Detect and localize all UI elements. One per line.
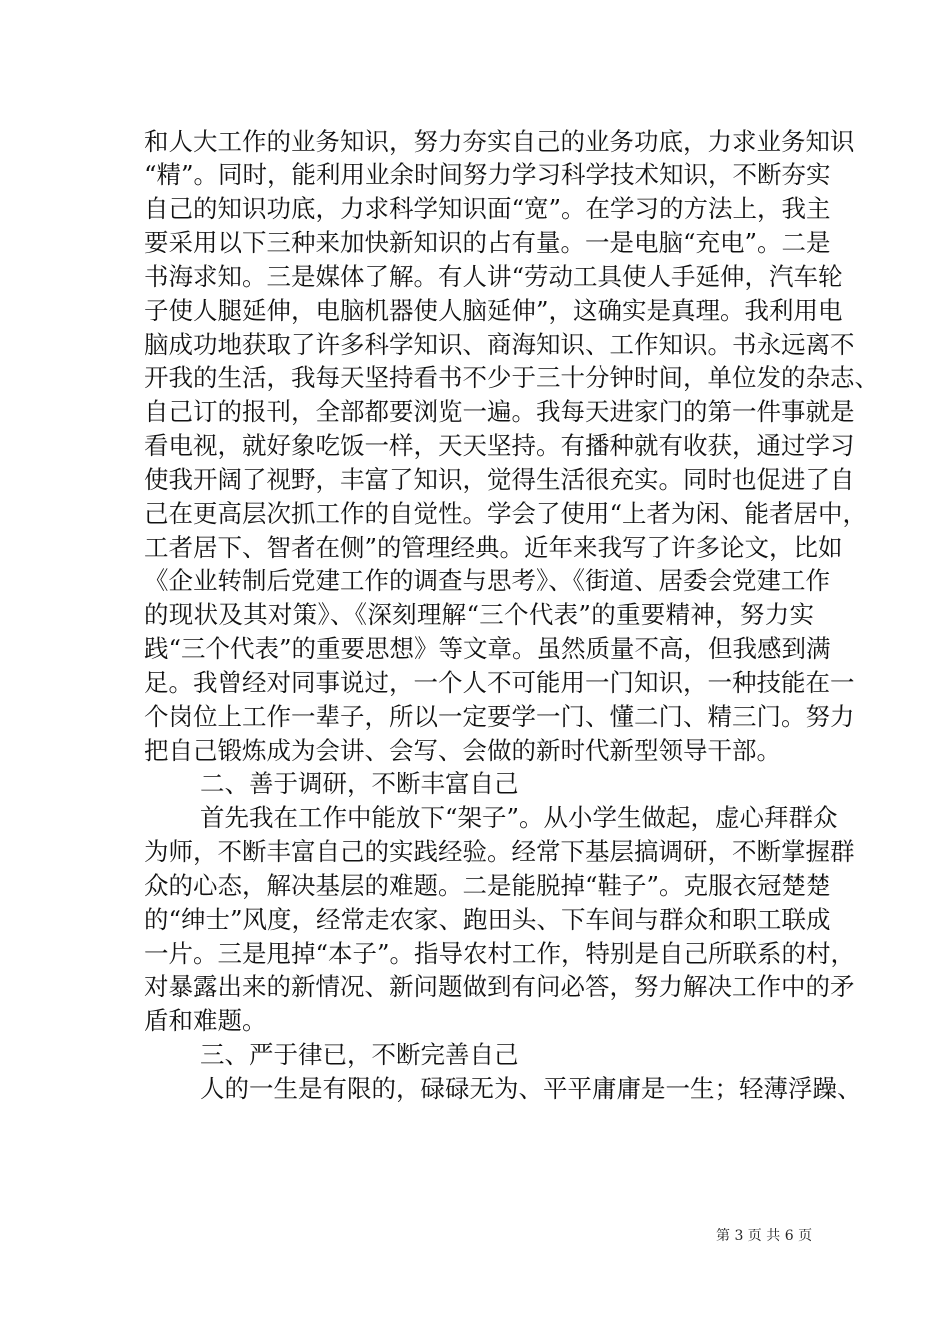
- paragraph-line: 把自己锻炼成为会讲、会写、会做的新时代新型领导干部。: [144, 736, 781, 765]
- paragraph-line: 脑成功地获取了许多科学知识、商海知识、工作知识。书永远离不: [144, 330, 855, 359]
- paragraph-line: 工者居下、智者在侧”的管理经典。近年来我写了许多论文，比如: [144, 533, 843, 562]
- paragraph-line: 一片。三是甩掉“本子”。指导农村工作，特别是自己所联系的村，: [144, 939, 856, 968]
- paragraph-line: 和人大工作的业务知识，努力夯实自己的业务功底，力求业务知识: [144, 127, 855, 156]
- paragraph-line: 的现状及其对策》、《深刻理解“三个代表”的重要精神，努力实: [144, 600, 814, 629]
- paragraph-line: 为师，不断丰富自己的实践经验。经常下基层搞调研，不断掌握群: [144, 837, 855, 866]
- paragraph-line: 子使人腿延伸，电脑机器使人脑延伸”，这确实是真理。我利用电: [144, 296, 843, 325]
- paragraph-line: 众的心态，解决基层的难题。二是能脱掉“鞋子”。克服衣冠楚楚: [144, 871, 831, 900]
- paragraph-line: 《企业转制后党建工作的调查与思考》、《街道、居委会党建工作: [144, 566, 830, 595]
- paragraph-line: 自己的知识功底，力求科学知识面“宽”。在学习的方法上，我主: [144, 194, 831, 223]
- paragraph-line: 首先我在工作中能放下“架子”。从小学生做起，虚心拜群众: [200, 803, 838, 832]
- section-heading: 二、善于调研，不断丰富自己: [200, 769, 519, 798]
- paragraph-line: 自己订的报刊，全部都要浏览一遍。我每天进家门的第一件事就是: [144, 397, 855, 426]
- paragraph-line: 书海求知。三是媒体了解。有人讲“劳动工具使人手延伸，汽车轮: [144, 262, 843, 291]
- paragraph-line: 足。我曾经对同事说过，一个人不可能用一门知识，一种技能在一: [144, 668, 855, 697]
- paragraph-line: 己在更高层次抓工作的自觉性。学会了使用“上者为闲、能者居中，: [144, 499, 868, 528]
- paragraph-line: 践“三个代表”的重要思想》等文章。虽然质量不高，但我感到满: [144, 634, 831, 663]
- paragraph-line: 开我的生活，我每天坚持看书不少于三十分钟时间，单位发的杂志、: [144, 363, 879, 392]
- paragraph-line: 人的一生是有限的，碌碌无为、平平庸庸是一生；轻薄浮躁、: [200, 1074, 862, 1103]
- paragraph-line: 使我开阔了视野，丰富了知识，觉得生活很充实。同时也促进了自: [144, 465, 855, 494]
- paragraph-line: 要采用以下三种来加快新知识的占有量。一是电脑“充电”。二是: [144, 228, 831, 257]
- paragraph-line: 看电视，就好象吃饭一样，天天坚持。有播种就有收获，通过学习: [144, 431, 855, 460]
- paragraph-line: “精”。同时，能利用业余时间努力学习科学技术知识，不断夯实: [144, 160, 831, 189]
- paragraph-line: 对暴露出来的新情况、新问题做到有问必答，努力解决工作中的矛: [144, 972, 855, 1001]
- paragraph-line: 个岗位上工作一辈子，所以一定要学一门、懂二门、精三门。努力: [144, 702, 855, 731]
- paragraph-line: 盾和难题。: [144, 1006, 267, 1035]
- paragraph-line: 的“绅士”风度，经常走农家、跑田头、下车间与群众和职工联成: [144, 905, 831, 934]
- section-heading: 三、严于律已，不断完善自己: [200, 1040, 519, 1069]
- page-number: 第 3 页 共 6 页: [716, 1228, 813, 1244]
